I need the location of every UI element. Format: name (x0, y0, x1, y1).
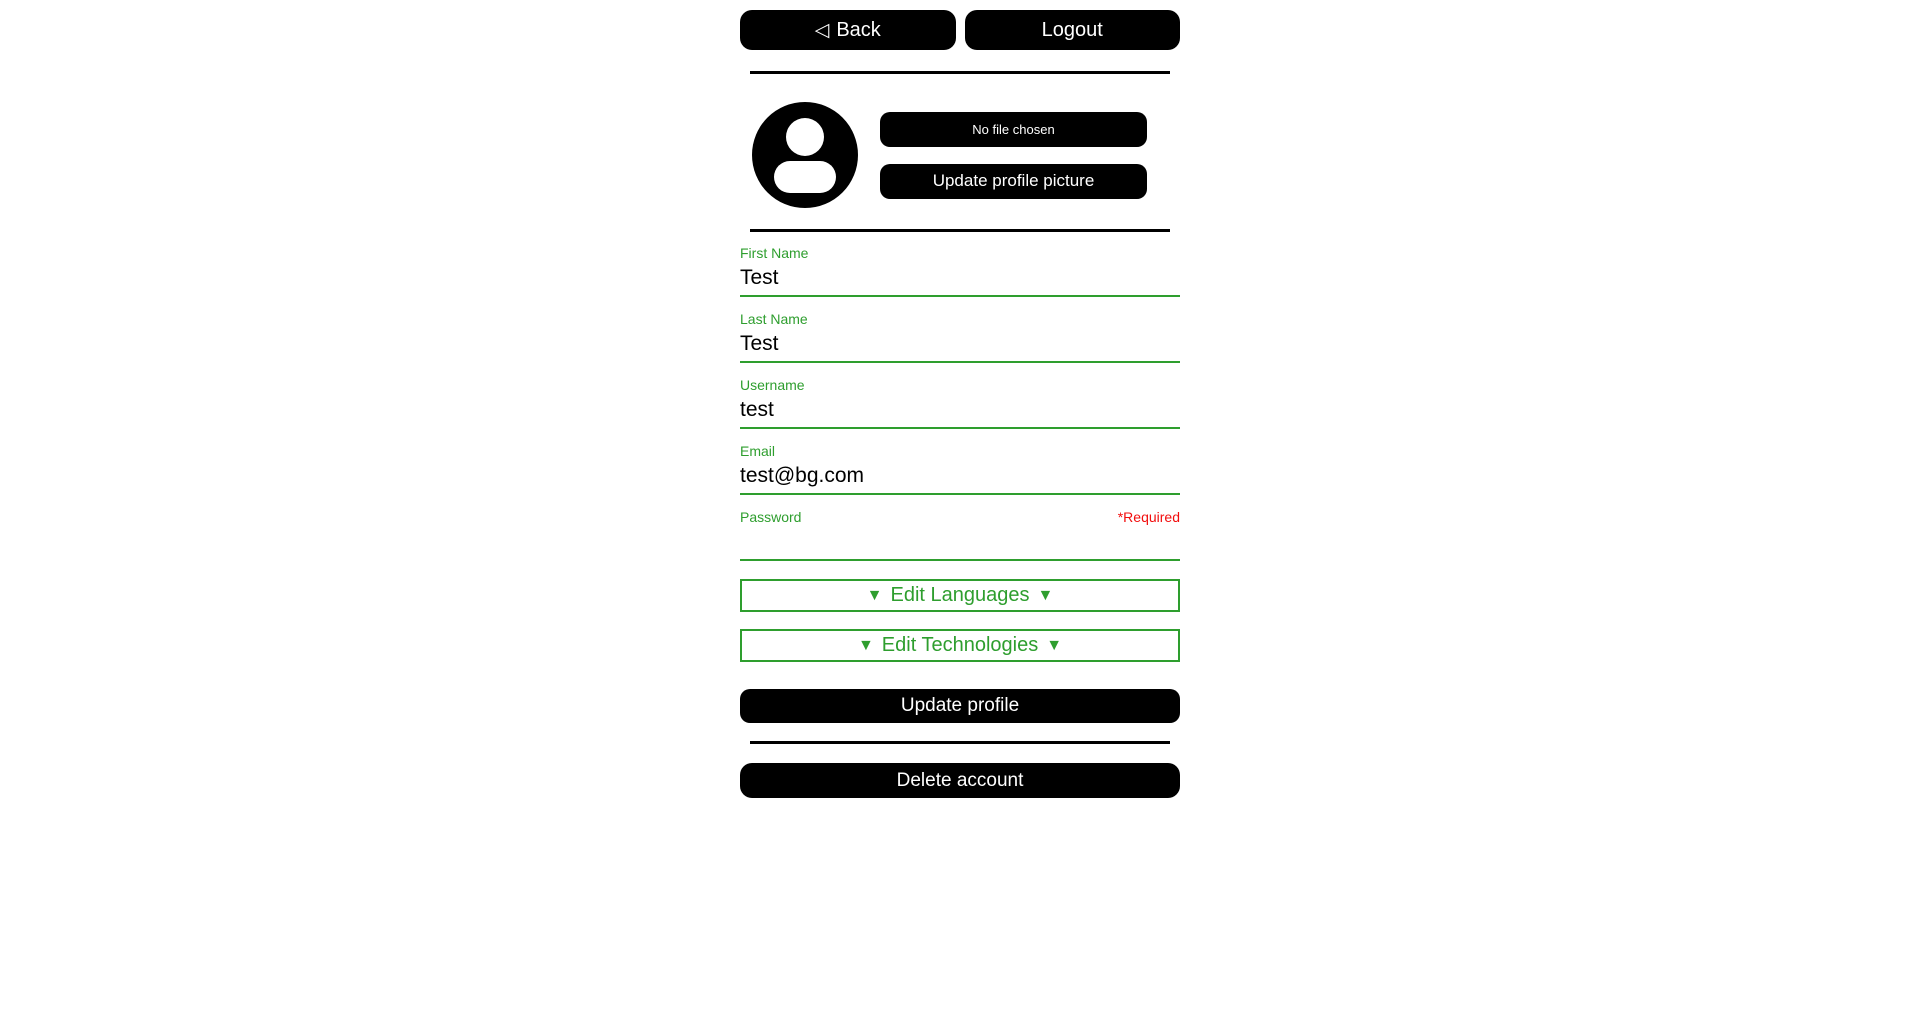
first-name-field (740, 245, 1180, 297)
back-arrow-icon: ◁ (814, 19, 830, 41)
email-input[interactable] (740, 460, 1180, 493)
caret-down-icon: ▼ (857, 636, 874, 654)
email-field (740, 443, 1180, 495)
divider-top (750, 71, 1170, 74)
divider-avatar (750, 229, 1170, 232)
top-button-row (740, 10, 1180, 50)
caret-down-icon: ▼ (1046, 636, 1063, 654)
profile-form (740, 245, 1180, 723)
profile-picture-section (740, 102, 1180, 208)
edit-technologies-label: Edit Technologies (881, 634, 1039, 656)
update-profile-button[interactable] (740, 689, 1180, 723)
back-button-label: Back (836, 18, 881, 41)
edit-languages-toggle[interactable] (740, 579, 1180, 612)
avatar-person-icon (752, 102, 858, 208)
password-field (740, 509, 1180, 561)
caret-down-icon: ▼ (1037, 586, 1054, 604)
profile-page (740, 0, 1180, 798)
logout-button[interactable] (965, 10, 1181, 50)
caret-down-icon: ▼ (866, 586, 883, 604)
username-field (740, 377, 1180, 429)
username-input[interactable] (740, 394, 1180, 427)
first-name-label: First Name (740, 245, 809, 261)
edit-technologies-toggle[interactable] (740, 629, 1180, 662)
update-picture-label: Update profile picture (932, 171, 1095, 190)
password-input[interactable] (740, 526, 1180, 559)
file-input-button[interactable] (880, 112, 1147, 147)
file-input-label: No file chosen (972, 121, 1055, 137)
update-profile-label: Update profile (900, 695, 1020, 716)
update-picture-button[interactable] (880, 164, 1147, 199)
username-label: Username (740, 377, 805, 393)
last-name-label: Last Name (740, 311, 808, 327)
delete-account-label: Delete account (896, 769, 1024, 791)
picture-buttons-column (880, 112, 1147, 199)
divider-bottom (750, 741, 1170, 744)
first-name-input[interactable] (740, 262, 1180, 295)
password-required-note: *Required (1117, 509, 1180, 525)
email-label: Email (740, 443, 776, 459)
last-name-input[interactable] (740, 328, 1180, 361)
last-name-field (740, 311, 1180, 363)
password-label: Password (740, 509, 802, 525)
delete-account-button[interactable] (740, 763, 1180, 798)
edit-languages-label: Edit Languages (890, 584, 1030, 606)
logout-button-label: Logout (1041, 18, 1103, 41)
back-button[interactable] (740, 10, 956, 50)
